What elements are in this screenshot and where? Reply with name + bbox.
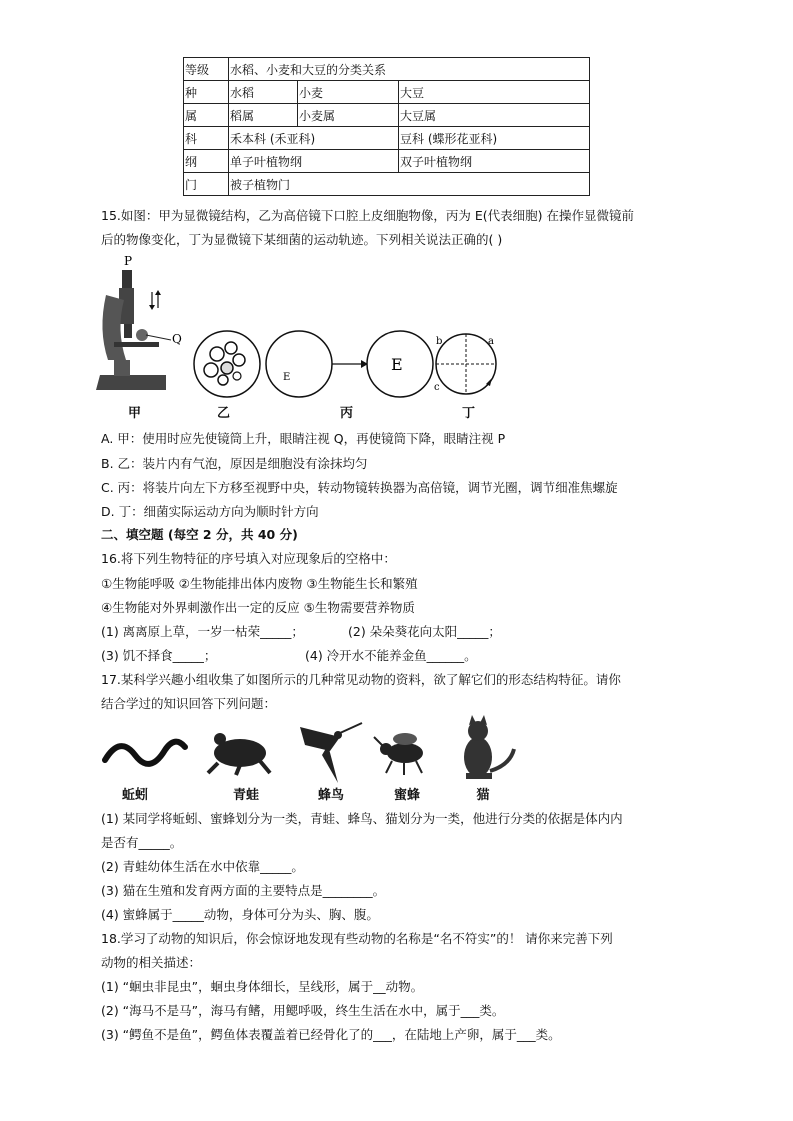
hummingbird-icon <box>300 723 362 783</box>
figure-label-ding: 丁 <box>462 406 476 421</box>
q15-option-d: D. 丁：细菌实际运动方向为顺时针方向 <box>101 504 319 519</box>
table-cell: 豆科 (蝶形花亚科) <box>399 127 590 150</box>
table-cell: 大豆属 <box>399 104 590 127</box>
q15-stem-line1: 15.如图：甲为显微镜结构，乙为高倍镜下口腔上皮细胞物像，丙为 E(代表细胞) 在操作显微镜前 <box>101 208 634 223</box>
q16-sub3: (3) 饥不择食_____； <box>101 648 217 663</box>
label-e-big: E <box>391 355 403 374</box>
q17-stem-line1: 17.某科学兴趣小组收集了如图所示的几种常见动物的资料，欲了解它们的形态结构特征。请你 <box>101 672 621 687</box>
table-cell: 小麦属 <box>298 104 399 127</box>
q16-sub2: (2) 朵朵葵花向太阳_____； <box>348 624 501 639</box>
cells-figure <box>191 328 263 400</box>
q16-items-line2: ④生物能对外界刺激作出一定的反应 ⑤生物需要营养物质 <box>101 600 415 615</box>
table-cell: 单子叶植物纲 <box>229 150 399 173</box>
section-heading: 二、填空题 (每空 2 分，共 40 分) <box>101 527 298 542</box>
q16-items-line1: ①生物能呼吸 ②生物能排出体内废物 ③生物能生长和繁殖 <box>101 576 418 591</box>
animals-figure <box>100 715 530 785</box>
label-b: b <box>436 336 443 347</box>
table-cell: 门 <box>184 173 229 196</box>
bacteria-path-figure <box>430 328 502 400</box>
q16-sub1: (1) 离离原上草，一岁一枯荣_____； <box>101 624 304 639</box>
animal-label-cat: 猫 <box>476 788 490 803</box>
animal-label-earthworm: 蚯蚓 <box>121 788 148 803</box>
bee-icon <box>374 733 423 775</box>
cat-icon <box>464 715 514 779</box>
microscope-figure <box>96 250 196 398</box>
table-row <box>184 81 590 104</box>
table-row <box>184 173 590 196</box>
label-p: P <box>124 254 133 268</box>
table-cell: 大豆 <box>399 81 590 104</box>
label-e-small: E <box>283 372 291 383</box>
frog-icon <box>208 733 270 775</box>
q17-stem-line2: 结合学过的知识回答下列问题： <box>101 696 277 711</box>
table-row <box>184 150 590 173</box>
table-cell: 科 <box>184 127 229 150</box>
table-cell: 属 <box>184 104 229 127</box>
figure-label-jia: 甲 <box>128 406 142 421</box>
table-row <box>184 127 590 150</box>
table-row <box>184 104 590 127</box>
q18-stem-line2: 动物的相关描述： <box>101 955 202 970</box>
q15-option-a: A. 甲：使用时应先使镜筒上升，眼睛注视 Q，再使镜筒下降，眼睛注视 P <box>101 431 506 446</box>
table-row <box>184 58 590 81</box>
q16-sub4: (4) 冷开水不能养金鱼______。 <box>305 648 477 663</box>
table-cell: 稻属 <box>229 104 298 127</box>
figure-label-yi: 乙 <box>217 406 231 421</box>
animal-label-frog: 青蛙 <box>232 788 259 803</box>
q15-option-b: B. 乙：装片内有气泡，原因是细胞没有涂抹均匀 <box>101 456 368 471</box>
animal-label-hummingbird: 蜂鸟 <box>317 788 344 803</box>
table-cell: 水稻、小麦和大豆的分类关系 <box>229 58 590 81</box>
q17-sub3: (3) 猫在生殖和发育两方面的主要特点是________。 <box>101 883 386 898</box>
q18-sub3: (3) “鳄鱼不是鱼”，鳄鱼体表覆盖着已经骨化了的___，在陆地上产卵，属于___类。 <box>101 1027 561 1042</box>
label-a: a <box>488 336 494 347</box>
table-cell: 被子植物门 <box>229 173 590 196</box>
figure-label-bing: 丙 <box>340 406 354 421</box>
q18-sub1: (1) “蛔虫非昆虫”，蛔虫身体细长，呈线形，属于__动物。 <box>101 979 424 994</box>
q17-sub1-line1: (1) 某同学将蚯蚓、蜜蜂划分为一类，青蛙、蜂鸟、猫划分为一类，他进行分类的依据是体内内 <box>101 811 623 826</box>
q17-sub4: (4) 蜜蜂属于_____动物，身体可分为头、胸、腹。 <box>101 907 379 922</box>
q16-stem: 16.将下列生物特征的序号填入对应现象后的空格中： <box>101 551 396 566</box>
table-cell: 水稻 <box>229 81 298 104</box>
q15-stem-line2: 后的物像变化，丁为显微镜下某细菌的运动轨迹。下列相关说法正确的( ) <box>101 232 503 247</box>
earthworm-icon <box>105 742 185 764</box>
field-of-view-figure <box>263 328 438 400</box>
table-cell: 双子叶植物纲 <box>399 150 590 173</box>
classification-table <box>183 57 590 196</box>
q15-option-c: C. 丙：将装片向左下方移至视野中央，转动物镜转换器为高倍镜，调节光圈，调节细准焦螺旋 <box>101 480 618 495</box>
q17-sub2: (2) 青蛙幼体生活在水中依靠_____。 <box>101 859 304 874</box>
table-cell: 等级 <box>184 58 229 81</box>
label-q: Q <box>172 332 182 346</box>
animal-label-bee: 蜜蜂 <box>393 788 420 803</box>
label-c: c <box>434 382 440 393</box>
table-cell: 纲 <box>184 150 229 173</box>
table-cell: 禾本科 (禾亚科) <box>229 127 399 150</box>
table-cell: 小麦 <box>298 81 399 104</box>
q18-stem-line1: 18.学习了动物的知识后，你会惊讶地发现有些动物的名称是“名不符实”的！ 请你来完善下列 <box>101 931 613 946</box>
q17-sub1-line2: 是否有_____。 <box>101 835 183 850</box>
q18-sub2: (2) “海马不是马”，海马有鳍，用鳃呼吸，终生生活在水中，属于___类。 <box>101 1003 505 1018</box>
table-cell: 种 <box>184 81 229 104</box>
